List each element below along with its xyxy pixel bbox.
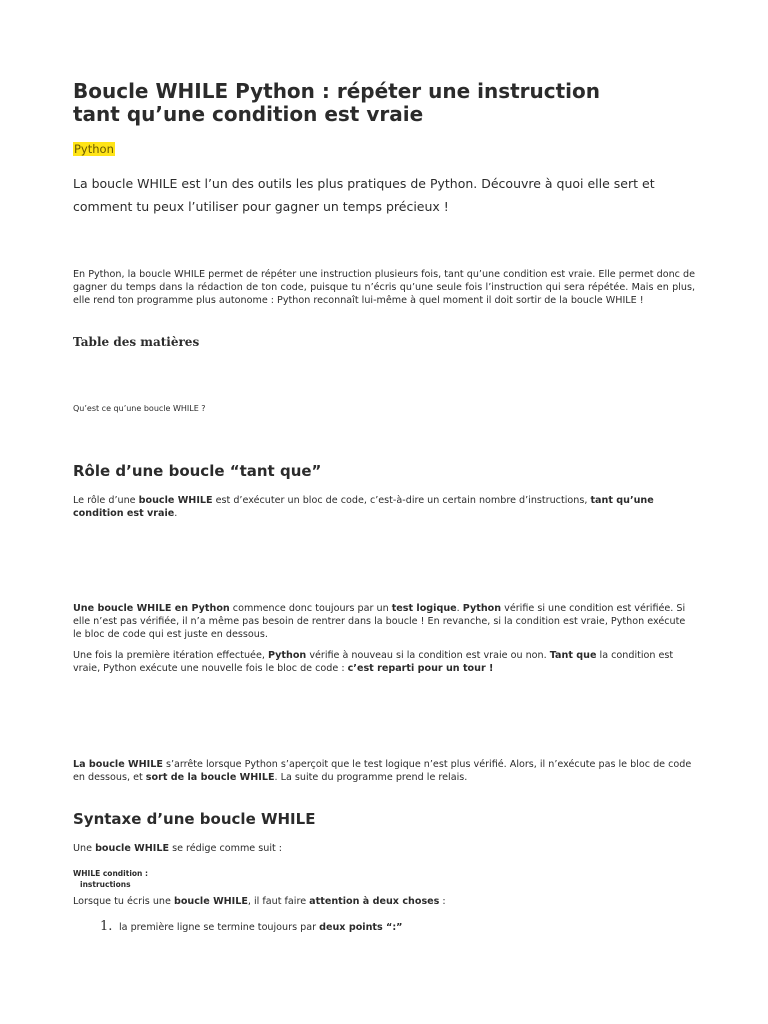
role-paragraph-4: La boucle WHILE s’arrête lorsque Python s’aperçoit que le test logique n’est plus vérifié. Alors, il n’exécute pas le bloc de code en dessous, et sort de la boucle WHILE. La suite du programme prend le relais. [73, 759, 692, 783]
body-paragraph-1: En Python, la boucle WHILE permet de répéter une instruction plusieurs fois, tant qu’une condition est vraie. Elle permet donc de gagner du temps dans la rédaction de ton code, puisque tu n’écris qu’une seule fois l’instruction qui sera répétée. Mais en plus, elle rend ton programme plus autonome : Python reconnaît lui-même à quel moment il doit sortir de la boucle WHILE ! [73, 269, 695, 306]
category-tag[interactable]: Python [74, 142, 114, 156]
section-heading-role: Rôle d’une boucle “tant que” [73, 462, 322, 480]
code-line-2: instructions [80, 880, 131, 889]
role-paragraph-3: Une fois la première itération effectuée, Python vérifie à nouveau si la condition est vraie ou non. Tant que la condition est vraie, Python exécute une nouvelle fois le bloc de code : c’est reparti pour un tour ! [73, 650, 674, 674]
code-block [73, 868, 695, 890]
syntax-paragraph-1: Une boucle WHILE se rédige comme suit : [73, 843, 283, 854]
code-line-1: WHILE condition : [73, 869, 148, 878]
page-title: Boucle WHILE Python : répéter une instruction tant qu’une condition est vraie [73, 79, 601, 126]
role-paragraph-2: Une boucle WHILE en Python commence donc toujours par un test logique. Python vérifie si une condition est vérifiée. Si elle n’est pas vérifiée, il n’a même pas besoin de rentrer dans la boucle ! En revanche, si la condition est vraie, Python exécute le bloc de code qui est juste en dessous. [73, 603, 686, 640]
list-text: la première ligne se termine toujours par deux points “:” [119, 922, 403, 933]
intro-paragraph: La boucle WHILE est l’un des outils les plus pratiques de Python. Découvre à quoi elle sert et comment tu peux l’utiliser pour gagner un temps précieux ! [73, 176, 655, 214]
section-heading-syntax: Syntaxe d’une boucle WHILE [73, 810, 316, 828]
list-number: 1. [100, 919, 113, 934]
role-paragraph-1: Le rôle d’une boucle WHILE est d’exécuter un bloc de code, c’est-à-dire un certain nombre d’instructions, tant qu’une condition est vraie. [73, 495, 654, 519]
toc-item[interactable]: Qu’est ce qu’une boucle WHILE ? [73, 404, 206, 413]
syntax-paragraph-2: Lorsque tu écris une boucle WHILE, il faut faire attention à deux choses : [73, 896, 446, 907]
toc-title: Table des matières [73, 335, 200, 349]
